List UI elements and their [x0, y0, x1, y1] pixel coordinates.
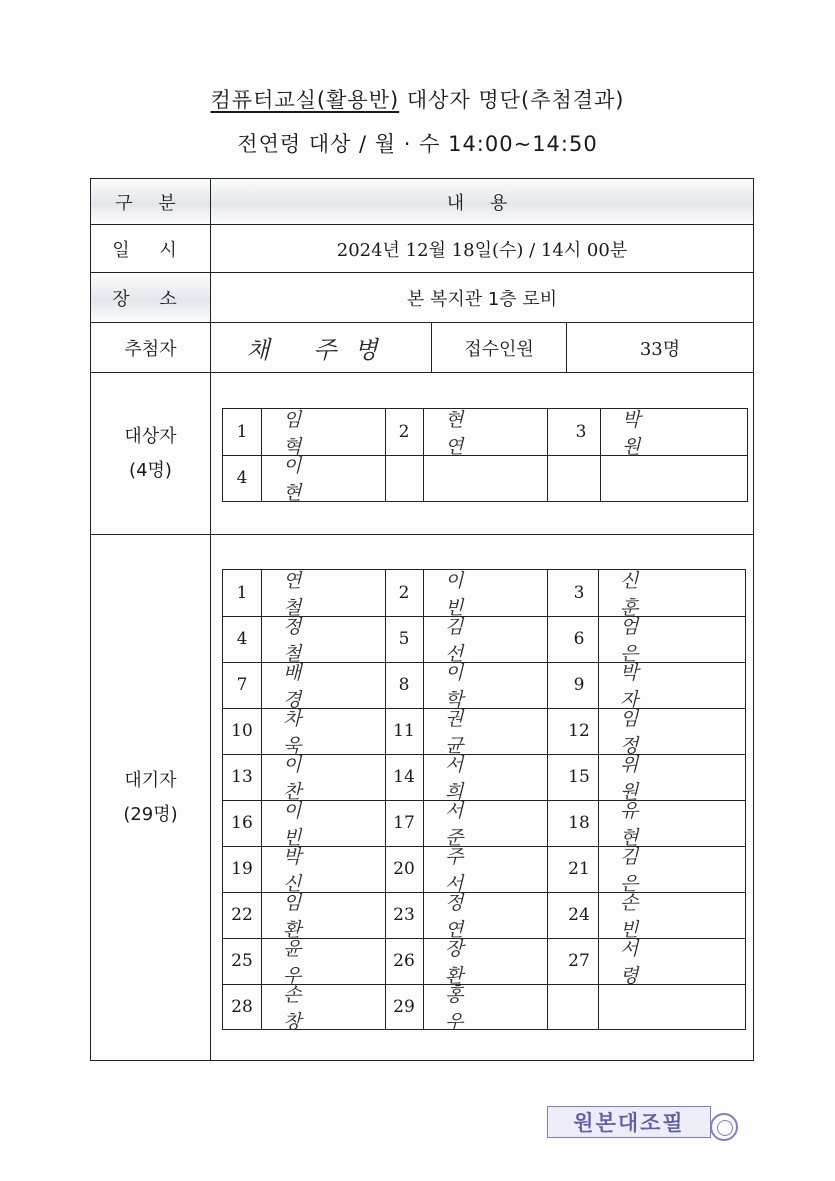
- document-title: [0, 84, 835, 114]
- received-value: 33명: [639, 338, 681, 360]
- grid-col-line: [547, 409, 548, 501]
- header-content: 내 용: [211, 179, 753, 224]
- entry-number: 9: [573, 675, 585, 695]
- entry-number: 2: [398, 422, 410, 442]
- entry-number: 21: [568, 859, 590, 879]
- entry-number: 10: [231, 721, 253, 741]
- certified-copy-stamp: 원본대조필: [547, 1106, 711, 1138]
- datetime-label: 일 시: [112, 239, 189, 261]
- entry-number: 16: [231, 813, 253, 833]
- entry-name: 서 준: [445, 800, 486, 849]
- entry-name: 신 훈: [620, 570, 661, 619]
- entry-number: 4: [236, 629, 248, 649]
- entry-name: 김 선: [445, 616, 486, 665]
- selected-count: (4명): [129, 459, 172, 481]
- entry-number: 24: [568, 905, 590, 925]
- entry-name: 정 철: [283, 616, 324, 665]
- entry-name: 박 자: [620, 662, 661, 711]
- place-label: 장 소: [91, 273, 210, 322]
- seal-icon: [710, 1113, 738, 1141]
- entry-number: 3: [573, 583, 585, 603]
- entry-name: 임 정: [620, 708, 661, 757]
- entry-name: 서 령: [620, 938, 661, 987]
- title-underlined: 컴퓨터교실(활용반): [210, 88, 400, 112]
- entry-name: 정 연: [445, 892, 486, 941]
- entry-number: 5: [398, 629, 410, 649]
- entry-name: 장 환: [445, 938, 486, 987]
- drawer-signature: 채 주병: [246, 336, 396, 364]
- selected-label-cell: [91, 373, 210, 534]
- entry-number: 17: [393, 813, 415, 833]
- entry-name: 이 현: [283, 455, 324, 504]
- entry-number: 2: [398, 583, 410, 603]
- entry-number: 1: [236, 583, 248, 603]
- entry-name: 이 빈: [445, 570, 486, 619]
- waiting-count: (29명): [123, 803, 178, 825]
- entry-name: 현 연: [445, 409, 486, 458]
- entry-name: 배 경: [283, 662, 324, 711]
- entry-name: 김 은: [620, 846, 661, 895]
- entry-name: 서 희: [445, 754, 486, 803]
- entry-name: 유 현: [620, 800, 661, 849]
- entry-name: 연 철: [283, 570, 324, 619]
- entry-number: 29: [393, 997, 415, 1017]
- entry-number: 12: [568, 721, 590, 741]
- waiting-label-cell: [91, 535, 210, 1060]
- entry-name: 임 혁: [283, 409, 324, 458]
- entry-number: 18: [568, 813, 590, 833]
- entry-name: 차 욱: [283, 708, 324, 757]
- entry-name: 이 찬: [283, 754, 324, 803]
- entry-name: 위 원: [620, 754, 661, 803]
- entry-name: 손 빈: [620, 892, 661, 941]
- entry-name: 박 신: [283, 846, 324, 895]
- entry-number: 22: [231, 905, 253, 925]
- entry-number: 27: [568, 951, 590, 971]
- selected-list: [222, 408, 748, 502]
- entry-name: 윤 우: [283, 938, 324, 987]
- entry-number: 7: [236, 675, 248, 695]
- entry-name: 이 학: [445, 662, 486, 711]
- entry-number: 4: [236, 468, 248, 488]
- waiting-label: 대기자: [124, 769, 177, 791]
- document-subtitle: 전연령 대상 / 월 · 수 14:00~14:50: [237, 132, 598, 156]
- entry-name: 권 균: [445, 708, 486, 757]
- place-value: 본 복지관 1층 로비: [406, 288, 558, 310]
- waiting-list: [222, 569, 746, 1033]
- entry-name: 손 창: [283, 984, 324, 1033]
- entry-number: 11: [393, 721, 415, 741]
- entry-number: 3: [575, 422, 587, 442]
- entry-number: 26: [393, 951, 415, 971]
- entry-name: 엄 은: [620, 616, 661, 665]
- drawer-label: 추첨자: [124, 338, 177, 360]
- entry-number: 1: [236, 422, 248, 442]
- entry-number: 13: [231, 767, 253, 787]
- entry-number: 6: [573, 629, 585, 649]
- title-rest: 대상자 명단(추첨결과): [399, 88, 625, 112]
- entry-name: 박 원: [622, 409, 663, 458]
- header-category: 구 분: [91, 179, 210, 224]
- received-label: 접수인원: [464, 338, 534, 360]
- entry-name: 이 빈: [283, 800, 324, 849]
- entry-name: 주 서: [445, 846, 486, 895]
- selected-label: 대상자: [124, 425, 177, 447]
- grid-col-line: [547, 570, 548, 1029]
- entry-number: 14: [393, 767, 415, 787]
- entry-number: 8: [398, 675, 410, 695]
- entry-number: 20: [393, 859, 415, 879]
- entry-number: 28: [231, 997, 253, 1017]
- entry-number: 23: [393, 905, 415, 925]
- entry-number: 15: [568, 767, 590, 787]
- entry-name: 홍 우: [445, 984, 486, 1033]
- datetime-value: 2024년 12월 18일(수) / 14시 00분: [336, 239, 628, 261]
- entry-number: 25: [231, 951, 253, 971]
- entry-number: 19: [231, 859, 253, 879]
- entry-name: 임 환: [283, 892, 324, 941]
